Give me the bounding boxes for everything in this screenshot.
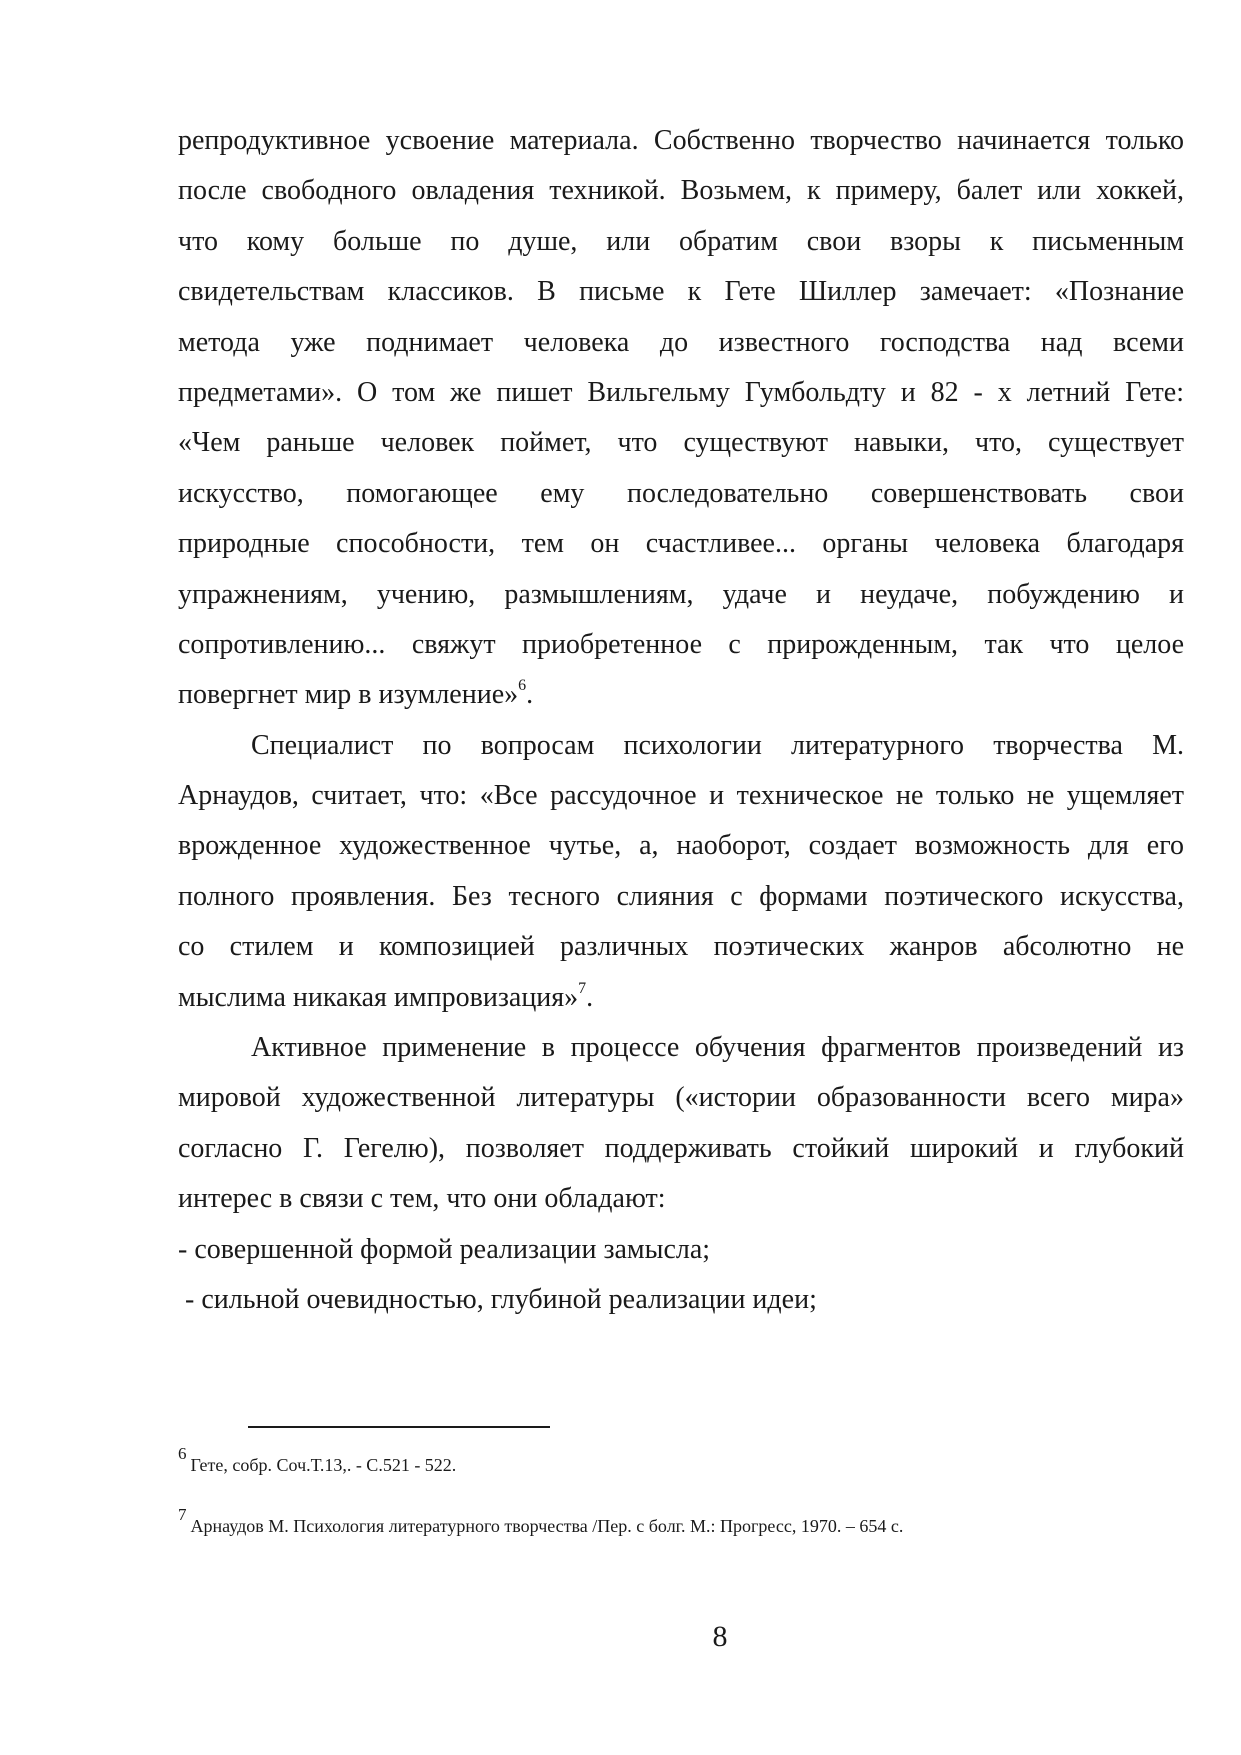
paragraph-3-line-4: интерес в связи с тем, что они обладают: <box>178 1183 666 1215</box>
body-text <box>178 116 1184 1325</box>
footnote-number: 6 <box>178 1444 187 1463</box>
paragraph-3-line-1: Активное применение в процессе обучения фрагментов произведений из <box>251 1032 1184 1064</box>
list-item: - совершенной формой реализации замысла; <box>178 1233 711 1265</box>
paragraph-1-line-1: репродуктивное усвоение материала. Собственно творчество начинается только <box>178 125 1184 156</box>
paragraph-2-line-4: полного проявления. Без тесного слияния с формами поэтического искусства, <box>178 880 1184 912</box>
paragraph-1-line-5: метода уже поднимает человека до известного господства над всеми <box>178 326 1184 358</box>
footnote-separator <box>248 1426 550 1428</box>
paragraph-3-line-3: согласно Г. Гегелю), позволяет поддерживать стойкий широкий и глубокий <box>178 1132 1184 1164</box>
paragraph-2 <box>178 721 1184 1023</box>
paragraph-1-line-7: «Чем раньше человек поймет, что существуют навыки, что, существует <box>178 427 1184 459</box>
paragraph-1-line-12 <box>178 670 1184 720</box>
footnote-6 <box>178 1444 457 1478</box>
footnote-number: 7 <box>178 1505 187 1524</box>
paragraph-3 <box>178 1023 1184 1225</box>
paragraph-1-line-4: свидетельствам классиков. В письме к Гете Шиллер замечает: «Познание <box>178 276 1184 308</box>
paragraph-1-line-9: природные способности, тем он счастливее... органы человека благодаря <box>178 528 1184 560</box>
footnote-text: Гете, собр. Соч.Т.13,. - С.521 - 522. <box>190 1455 457 1475</box>
paragraph-2-line-5: со стилем и композицией различных поэтических жанров абсолютно не <box>178 931 1184 963</box>
paragraph-3-line-2: мировой художественной литературы («истории образованности всего мира» <box>178 1082 1184 1114</box>
footnote-text: Арнаудов М. Психология литературного творчества /Пер. с болг. М.: Прогресс, 1970. – 654 с. <box>190 1516 904 1536</box>
list <box>178 1225 1184 1326</box>
paragraph-2-line-3: врожденное художественное чутье, а, наоборот, создает возможность для его <box>178 830 1184 862</box>
list-item: - сильной очевидностью, глубиной реализации идеи; <box>178 1283 817 1315</box>
paragraph-1-end-punctuation: . <box>526 679 534 711</box>
paragraph-1 <box>178 116 1184 721</box>
paragraph-2-line-1: Специалист по вопросам психологии литературного творчества М. <box>251 729 1184 761</box>
footnote-reference-7[interactable]: 7 <box>578 979 587 997</box>
paragraph-1-line-3: что кому больше по душе, или обратим свои взоры к письменным <box>178 225 1184 257</box>
footnote-reference-6[interactable]: 6 <box>518 677 527 695</box>
paragraph-2-last-text: мыслима никакая импровизация» <box>178 981 579 1013</box>
footnote-7 <box>178 1505 904 1539</box>
paragraph-1-line-10: упражнениям, учению, размышлениям, удаче и неудаче, побуждению и <box>178 578 1184 610</box>
paragraph-2-line-6 <box>178 973 1184 1023</box>
page-number: 8 <box>712 1620 728 1653</box>
paragraph-1-line-2: после свободного овладения техникой. Возьмем, к примеру, балет или хоккей, <box>178 175 1184 207</box>
paragraph-1-line-11: сопротивлению... свяжут приобретенное с прирожденным, так что целое <box>178 628 1184 660</box>
paragraph-1-line-6: предметами». О том же пишет Вильгельму Гумбольдту и 82 - х летний Гете: <box>178 376 1184 408</box>
paragraph-2-end-punctuation: . <box>586 981 594 1013</box>
paragraph-1-last-text: повергнет мир в изумление» <box>178 679 519 711</box>
paragraph-2-line-2: Арнаудов, считает, что: «Все рассудочное и техническое не только не ущемляет <box>178 780 1184 812</box>
paragraph-1-line-8: искусство, помогающее ему последовательно совершенствовать свои <box>178 477 1184 509</box>
